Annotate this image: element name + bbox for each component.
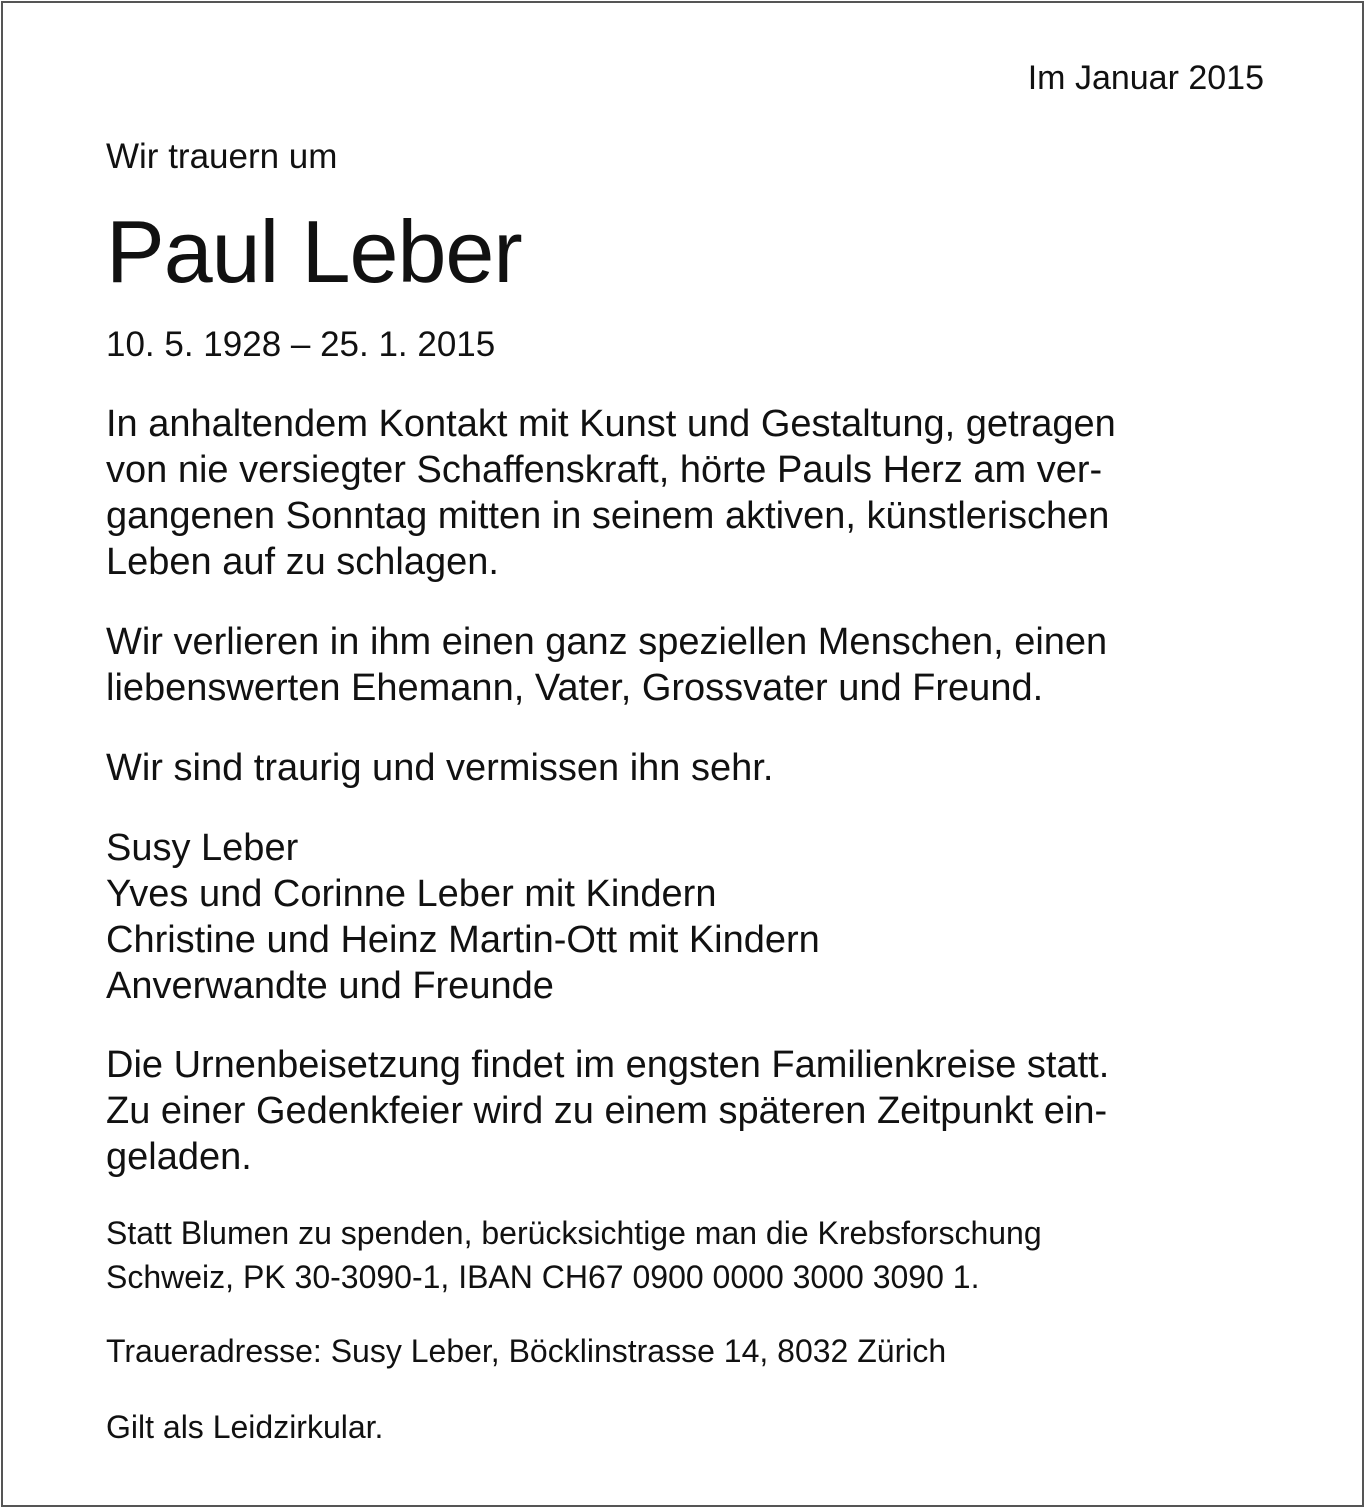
- donation-line: Schweiz, PK 30-3090-1, IBAN CH67 0900 0000 3000 3090 1.: [106, 1259, 980, 1295]
- paragraph2-line: liebenswerten Ehemann, Vater, Grossvater und Freund.: [106, 667, 1044, 709]
- mourner-line: Christine und Heinz Martin-Ott mit Kindern: [106, 919, 820, 961]
- paragraph2-line: Wir verlieren in ihm einen ganz speziellen Menschen, einen: [106, 621, 1108, 663]
- intro-text: Wir trauern um: [106, 137, 338, 176]
- mourning-address: Traueradresse: Susy Leber, Böcklinstrasse 14, 8032 Zürich: [106, 1333, 947, 1369]
- mourner-line: Susy Leber: [106, 827, 299, 869]
- paragraph1-line: Leben auf zu schlagen.: [106, 541, 499, 583]
- paragraph4-line: Zu einer Gedenkfeier wird zu einem späteren Zeitpunkt ein-: [106, 1090, 1108, 1132]
- notice-date: Im Januar 2015: [1027, 59, 1264, 97]
- deceased-name: Paul Leber: [106, 202, 522, 301]
- paragraph1-line: von nie versiegter Schaffenskraft, hörte Pauls Herz am ver-: [106, 449, 1103, 491]
- donation-line: Statt Blumen zu spenden, berücksichtige man die Krebsforschung: [106, 1215, 1042, 1251]
- paragraph1-line: In anhaltendem Kontakt mit Kunst und Gestaltung, getragen: [106, 403, 1116, 445]
- mourner-line: Yves und Corinne Leber mit Kindern: [106, 873, 717, 915]
- paragraph4-line: Die Urnenbeisetzung findet im engsten Familienkreise statt.: [106, 1044, 1110, 1086]
- closing-note: Gilt als Leidzirkular.: [106, 1409, 384, 1445]
- mourner-line: Anverwandte und Freunde: [106, 965, 554, 1007]
- life-dates: 10. 5. 1928 – 25. 1. 2015: [106, 325, 496, 364]
- paragraph1-line: gangenen Sonntag mitten in seinem aktiven, künstlerischen: [106, 495, 1110, 537]
- paragraph3-line: Wir sind traurig und vermissen ihn sehr.: [106, 747, 774, 789]
- paragraph4-line: geladen.: [106, 1136, 252, 1178]
